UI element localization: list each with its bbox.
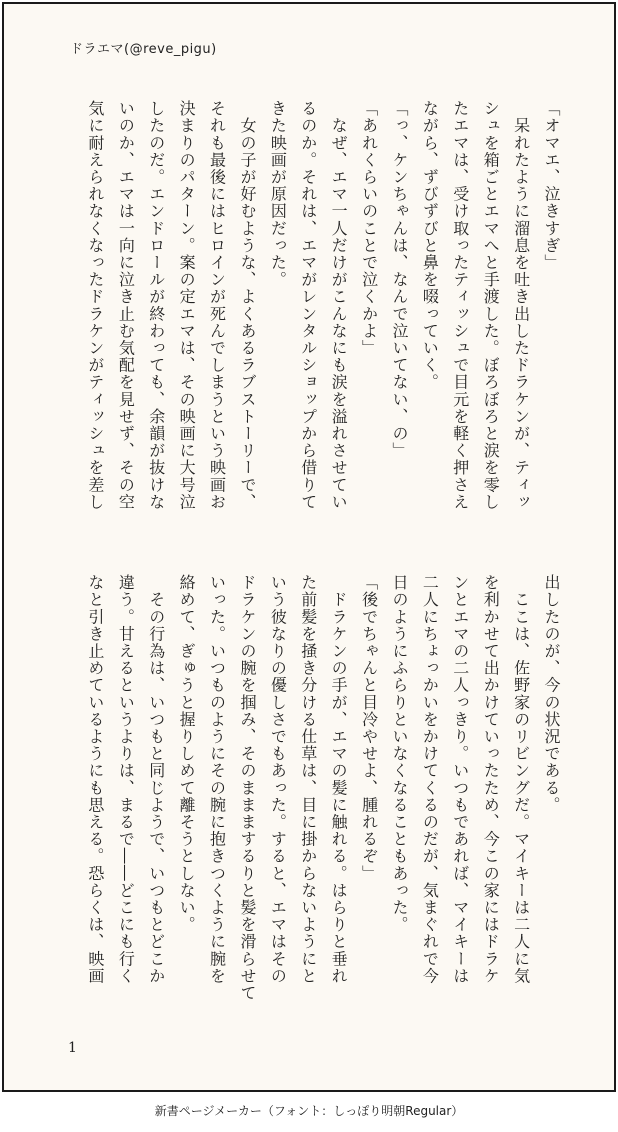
text-line: 絡めて、ぎゅうと握りしめて離そうとしない。 [177, 574, 197, 934]
text-line: 気に耐えられなくなったドラケンがティッシュを差し [85, 100, 105, 511]
text-line: 「っ、ケンちゃんは、なんで泣いてない、の」 [389, 100, 409, 460]
text-line: ドラケンの手が、エマの髪に触れる。はらりと垂れ [329, 574, 349, 985]
text-block-bottom [80, 574, 567, 1014]
text-line: るのか。それは、エマがレンタルショップから借りて [298, 100, 318, 511]
text-line: 決まりのパターン。案の定エマは、その映画に大号泣 [177, 100, 197, 511]
text-line: ンとエマの二人っきり。いつもであれば、マイキーは [450, 574, 470, 985]
text-line: 「後でちゃんと目冷やせよ、腫れるぞ」 [359, 574, 379, 882]
text-line: 呆れたように溜息を吐き出したドラケンが、ティッ [511, 100, 531, 511]
text-line: 日のようにふらりといなくなることもあった。 [389, 574, 409, 934]
text-line: いった。いつものようにその腕に抱きつくように腕を [207, 574, 227, 985]
text-line: を利かせて出かけていったため、今この家にはドラケ [481, 574, 501, 985]
text-block-top [80, 100, 567, 540]
text-line: ながら、ずびずびと鼻を啜っていく。 [420, 100, 440, 391]
text-line: ドラケンの腕を掴み、そのまままするりと髪を滑らせて [237, 574, 257, 1002]
text-line: 女の子が好むような、よくあるラブストーリーで、 [237, 100, 257, 511]
text-line: 二人にちょっかいをかけてくるのだが、気まぐれで今 [420, 574, 440, 985]
text-line: 「オマエ、泣きすぎ」 [542, 100, 561, 271]
text-line: 出したのが、今の状況である。 [542, 574, 561, 814]
novel-page [2, 2, 616, 1092]
author-header: ドラエマ(@reve_pigu) [70, 42, 217, 57]
text-line: ここは、佐野家のリビングだ。マイキーは二人に気 [511, 574, 531, 985]
text-line: シュを箱ごとエマへと手渡した。ぼろぼろと涙を零し [481, 100, 501, 511]
text-line: たエマは、受け取ったティッシュで目元を軽く押さえ [450, 100, 470, 511]
text-line: 「あれくらいのことで泣くかよ」 [359, 100, 379, 357]
text-line: したのだ。エンドロールが終わっても、余韻が抜けな [146, 100, 166, 511]
text-line: なと引き止めているようにも思える。恐らくは、映画 [85, 574, 105, 985]
text-line: きた映画が原因だった。 [268, 100, 288, 289]
page-number: 1 [68, 1040, 77, 1056]
text-line: 違う。甘えるというよりは、まるで――どこにも行く [116, 574, 136, 985]
footer-credit: 新書ページメーカー（フォント：しっぽり明朝Regular） [154, 1104, 464, 1118]
text-line: た前髪を掻き分ける仕草は、目に掛からないようにと [298, 574, 318, 985]
text-line: いう彼なりの優しさでもあった。すると、エマはその [268, 574, 288, 985]
text-line: いのか、エマは一向に泣き止む気配を見せず、その空 [116, 100, 136, 511]
text-line: なぜ、エマ一人だけがこんなにも涙を溢れさせてい [329, 100, 349, 511]
text-line: その行為は、いつもと同じようで、いつもとどこか [146, 574, 166, 985]
text-line: それも最後にはヒロインが死んでしまうという映画お [207, 100, 227, 511]
